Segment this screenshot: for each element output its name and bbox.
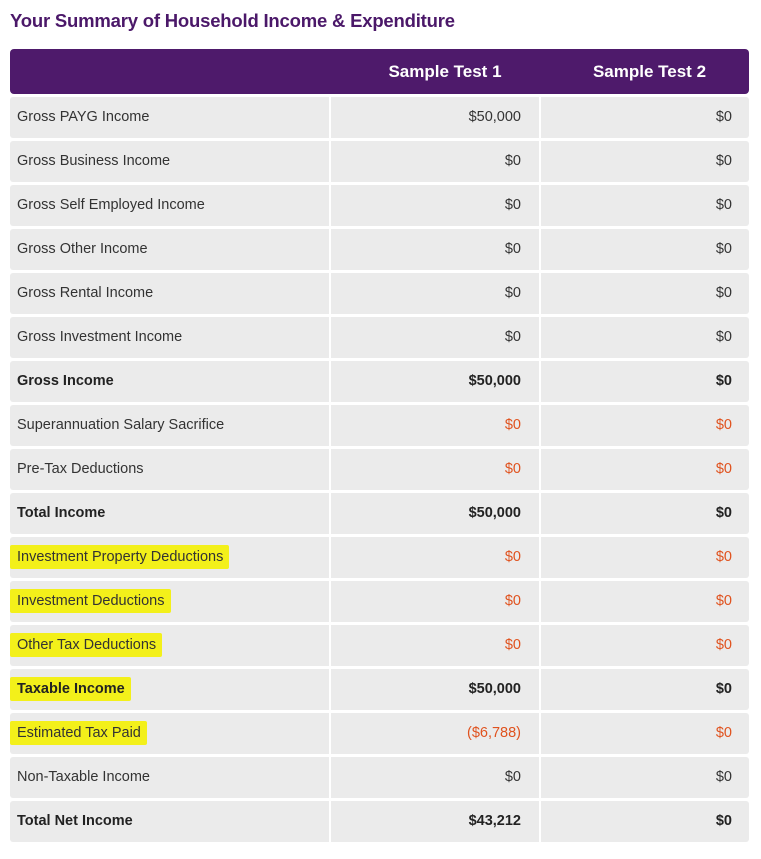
table-row-total <box>10 801 749 842</box>
row-label-highlighted: Estimated Tax Paid <box>10 721 147 745</box>
row-label-highlighted: Investment Deductions <box>10 589 171 613</box>
row-value-test-2: $0 <box>715 285 732 301</box>
row-value-test-2: $0 <box>715 593 732 609</box>
page-title: Your Summary of Household Income & Expenditure <box>10 10 455 31</box>
column-header-sample-test-2: Sample Test 2 <box>592 62 707 81</box>
row-value-test-1: $0 <box>331 317 541 358</box>
row-value-test-2: $0 <box>715 549 732 565</box>
row-value-test-2: $0 <box>715 329 732 345</box>
table-row <box>10 581 749 622</box>
table-row-subtotal <box>10 493 749 534</box>
row-value-test-2: $0 <box>715 153 732 169</box>
table-row <box>10 185 749 226</box>
row-value-test-1: ($6,788) <box>331 713 541 754</box>
row-value-test-2: $0 <box>715 505 732 521</box>
row-label: Superannuation Salary Sacrifice <box>17 417 225 433</box>
table-row <box>10 537 749 578</box>
row-value-test-2: $0 <box>715 241 732 257</box>
table-row <box>10 229 749 270</box>
row-value-test-1: $0 <box>331 185 541 226</box>
table-row <box>10 625 749 666</box>
row-value-test-1: $0 <box>331 405 541 446</box>
row-label: Gross PAYG Income <box>17 109 150 125</box>
row-value-test-2: $0 <box>715 813 732 829</box>
row-value-test-2: $0 <box>715 681 732 697</box>
table-row <box>10 757 749 798</box>
table-row <box>10 317 749 358</box>
row-value-test-1: $0 <box>331 581 541 622</box>
row-label: Gross Rental Income <box>17 285 154 301</box>
row-value-test-2: $0 <box>715 461 732 477</box>
column-header-sample-test-1: Sample Test 1 <box>388 62 502 81</box>
row-value-test-1: $0 <box>331 141 541 182</box>
table-row <box>10 97 749 138</box>
row-value-test-1: $0 <box>331 229 541 270</box>
row-value-test-1: $50,000 <box>331 669 541 710</box>
row-value-test-1: $0 <box>331 273 541 314</box>
table-row-subtotal <box>10 361 749 402</box>
row-label: Total Income <box>17 505 106 521</box>
table-header <box>10 49 749 94</box>
row-value-test-1: $0 <box>331 625 541 666</box>
summary-table <box>10 97 749 845</box>
row-value-test-2: $0 <box>715 197 732 213</box>
table-row <box>10 273 749 314</box>
row-label: Non-Taxable Income <box>17 769 150 785</box>
row-label: Pre-Tax Deductions <box>17 461 144 477</box>
row-value-test-1: $0 <box>331 449 541 490</box>
row-value-test-2: $0 <box>715 373 732 389</box>
row-label: Gross Income <box>17 373 114 389</box>
row-label: Gross Self Employed Income <box>17 197 205 213</box>
row-value-test-2: $0 <box>715 109 732 125</box>
table-row <box>10 405 749 446</box>
row-value-test-1: $0 <box>331 537 541 578</box>
row-value-test-1: $0 <box>331 757 541 798</box>
row-value-test-2: $0 <box>715 417 732 433</box>
table-row <box>10 713 749 754</box>
row-value-test-1: $50,000 <box>331 97 541 138</box>
table-row-subtotal <box>10 669 749 710</box>
row-label: Gross Investment Income <box>17 329 183 345</box>
table-row <box>10 141 749 182</box>
row-value-test-1: $43,212 <box>331 801 541 842</box>
row-label: Gross Business Income <box>17 153 171 169</box>
row-value-test-1: $50,000 <box>331 361 541 402</box>
row-label-highlighted: Taxable Income <box>10 677 131 701</box>
row-label-highlighted: Investment Property Deductions <box>10 545 229 569</box>
row-label-highlighted: Other Tax Deductions <box>10 633 162 657</box>
row-value-test-2: $0 <box>715 637 732 653</box>
row-label: Total Net Income <box>17 813 133 829</box>
row-value-test-2: $0 <box>715 769 732 785</box>
row-value-test-1: $50,000 <box>331 493 541 534</box>
table-row <box>10 449 749 490</box>
row-label: Gross Other Income <box>17 241 148 257</box>
row-value-test-2: $0 <box>715 725 732 741</box>
